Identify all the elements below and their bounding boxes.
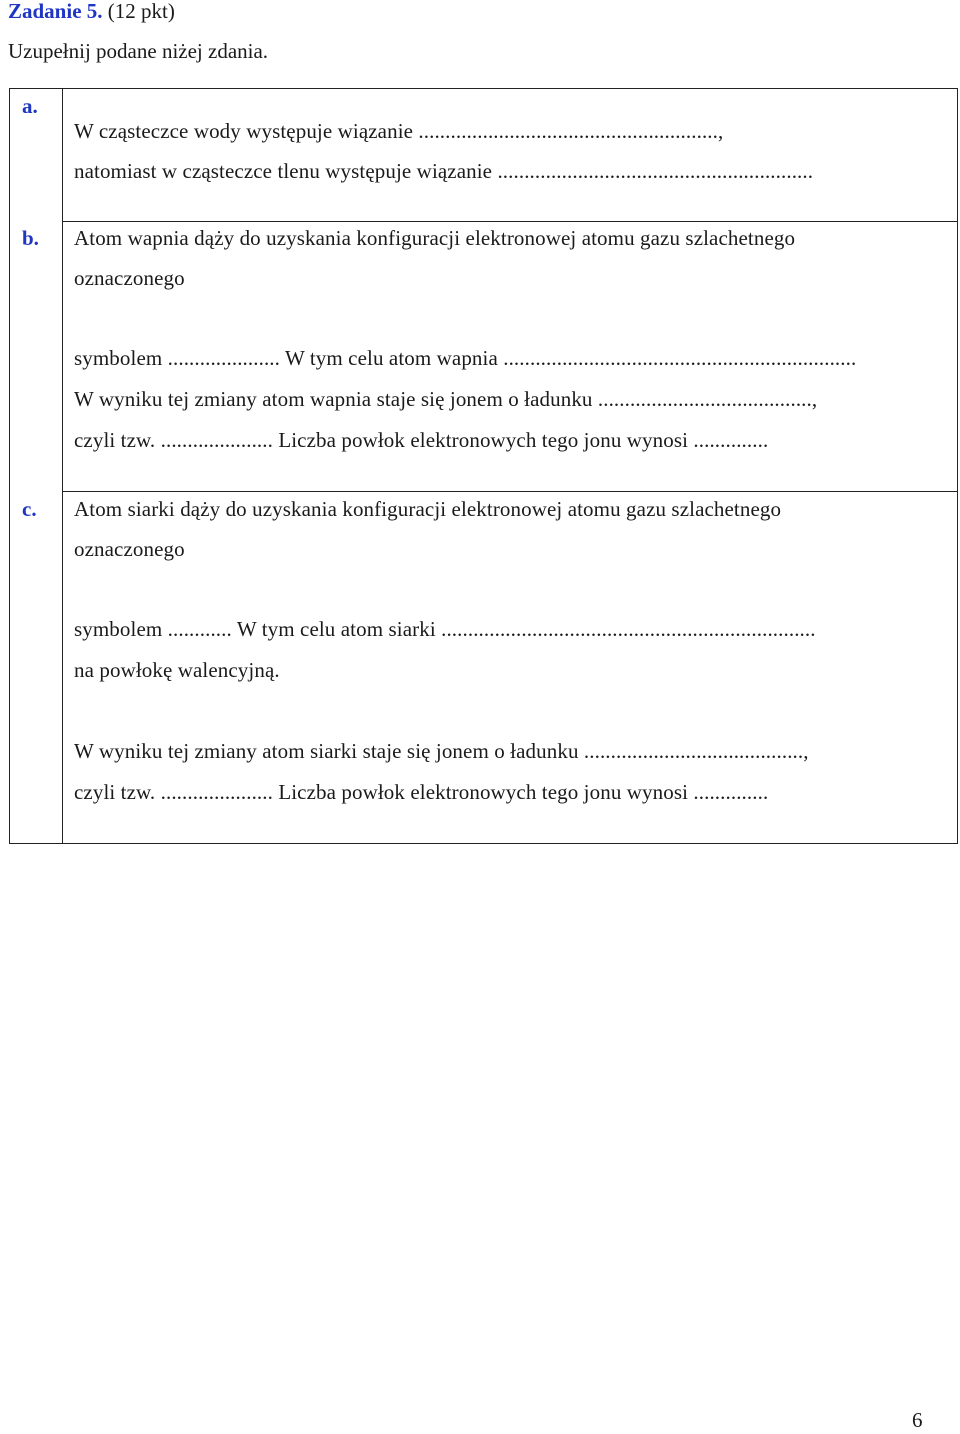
task-a-line-1: W cząsteczce wody występuje wiązanie ........................................................, bbox=[74, 119, 724, 143]
task-b-line-2: oznaczonego bbox=[74, 266, 185, 290]
task-c-line-2: oznaczonego bbox=[74, 537, 185, 561]
task-c-line-6: czyli tzw. ..................... Liczba powłok elektronowych tego jonu wynosi .............. bbox=[74, 780, 769, 804]
task-c-line-4: na powłokę walencyjną. bbox=[74, 658, 280, 682]
task-c-line-5: W wyniku tej zmiany atom siarki staje się jonem o ładunku ........................................., bbox=[74, 739, 809, 763]
row-label-a: a. bbox=[22, 94, 38, 118]
task-b-line-3: symbolem ..................... W tym celu atom wapnia .................................................................. bbox=[74, 346, 857, 370]
task-instruction: Uzupełnij podane niżej zdania. bbox=[8, 39, 269, 63]
row-divider-b-c bbox=[62, 491, 957, 492]
row-label-c: c. bbox=[22, 497, 37, 521]
task-points: (12 pkt) bbox=[102, 0, 175, 23]
tasks-table bbox=[9, 88, 958, 844]
task-b-line-1: Atom wapnia dąży do uzyskania konfiguracji elektronowej atomu gazu szlachetnego bbox=[74, 226, 796, 250]
row-divider-a-b bbox=[62, 221, 957, 222]
row-label-b: b. bbox=[22, 226, 39, 250]
task-b-line-4: W wyniku tej zmiany atom wapnia staje się jonem o ładunku ........................................, bbox=[74, 387, 818, 411]
task-title bbox=[8, 0, 175, 25]
task-title-label: Zadanie 5. bbox=[8, 0, 103, 23]
task-b-line-5: czyli tzw. ..................... Liczba powłok elektronowych tego jonu wynosi .............. bbox=[74, 428, 769, 452]
task-c-line-3: symbolem ............ W tym celu atom siarki ...................................................................... bbox=[74, 617, 816, 641]
page-number: 6 bbox=[912, 1408, 923, 1432]
task-a-line-2: natomiast w cząsteczce tlenu występuje wiązanie ........................................................... bbox=[74, 159, 814, 183]
task-c-line-1: Atom siarki dąży do uzyskania konfiguracji elektronowej atomu gazu szlachetnego bbox=[74, 497, 782, 521]
column-divider bbox=[62, 89, 63, 843]
